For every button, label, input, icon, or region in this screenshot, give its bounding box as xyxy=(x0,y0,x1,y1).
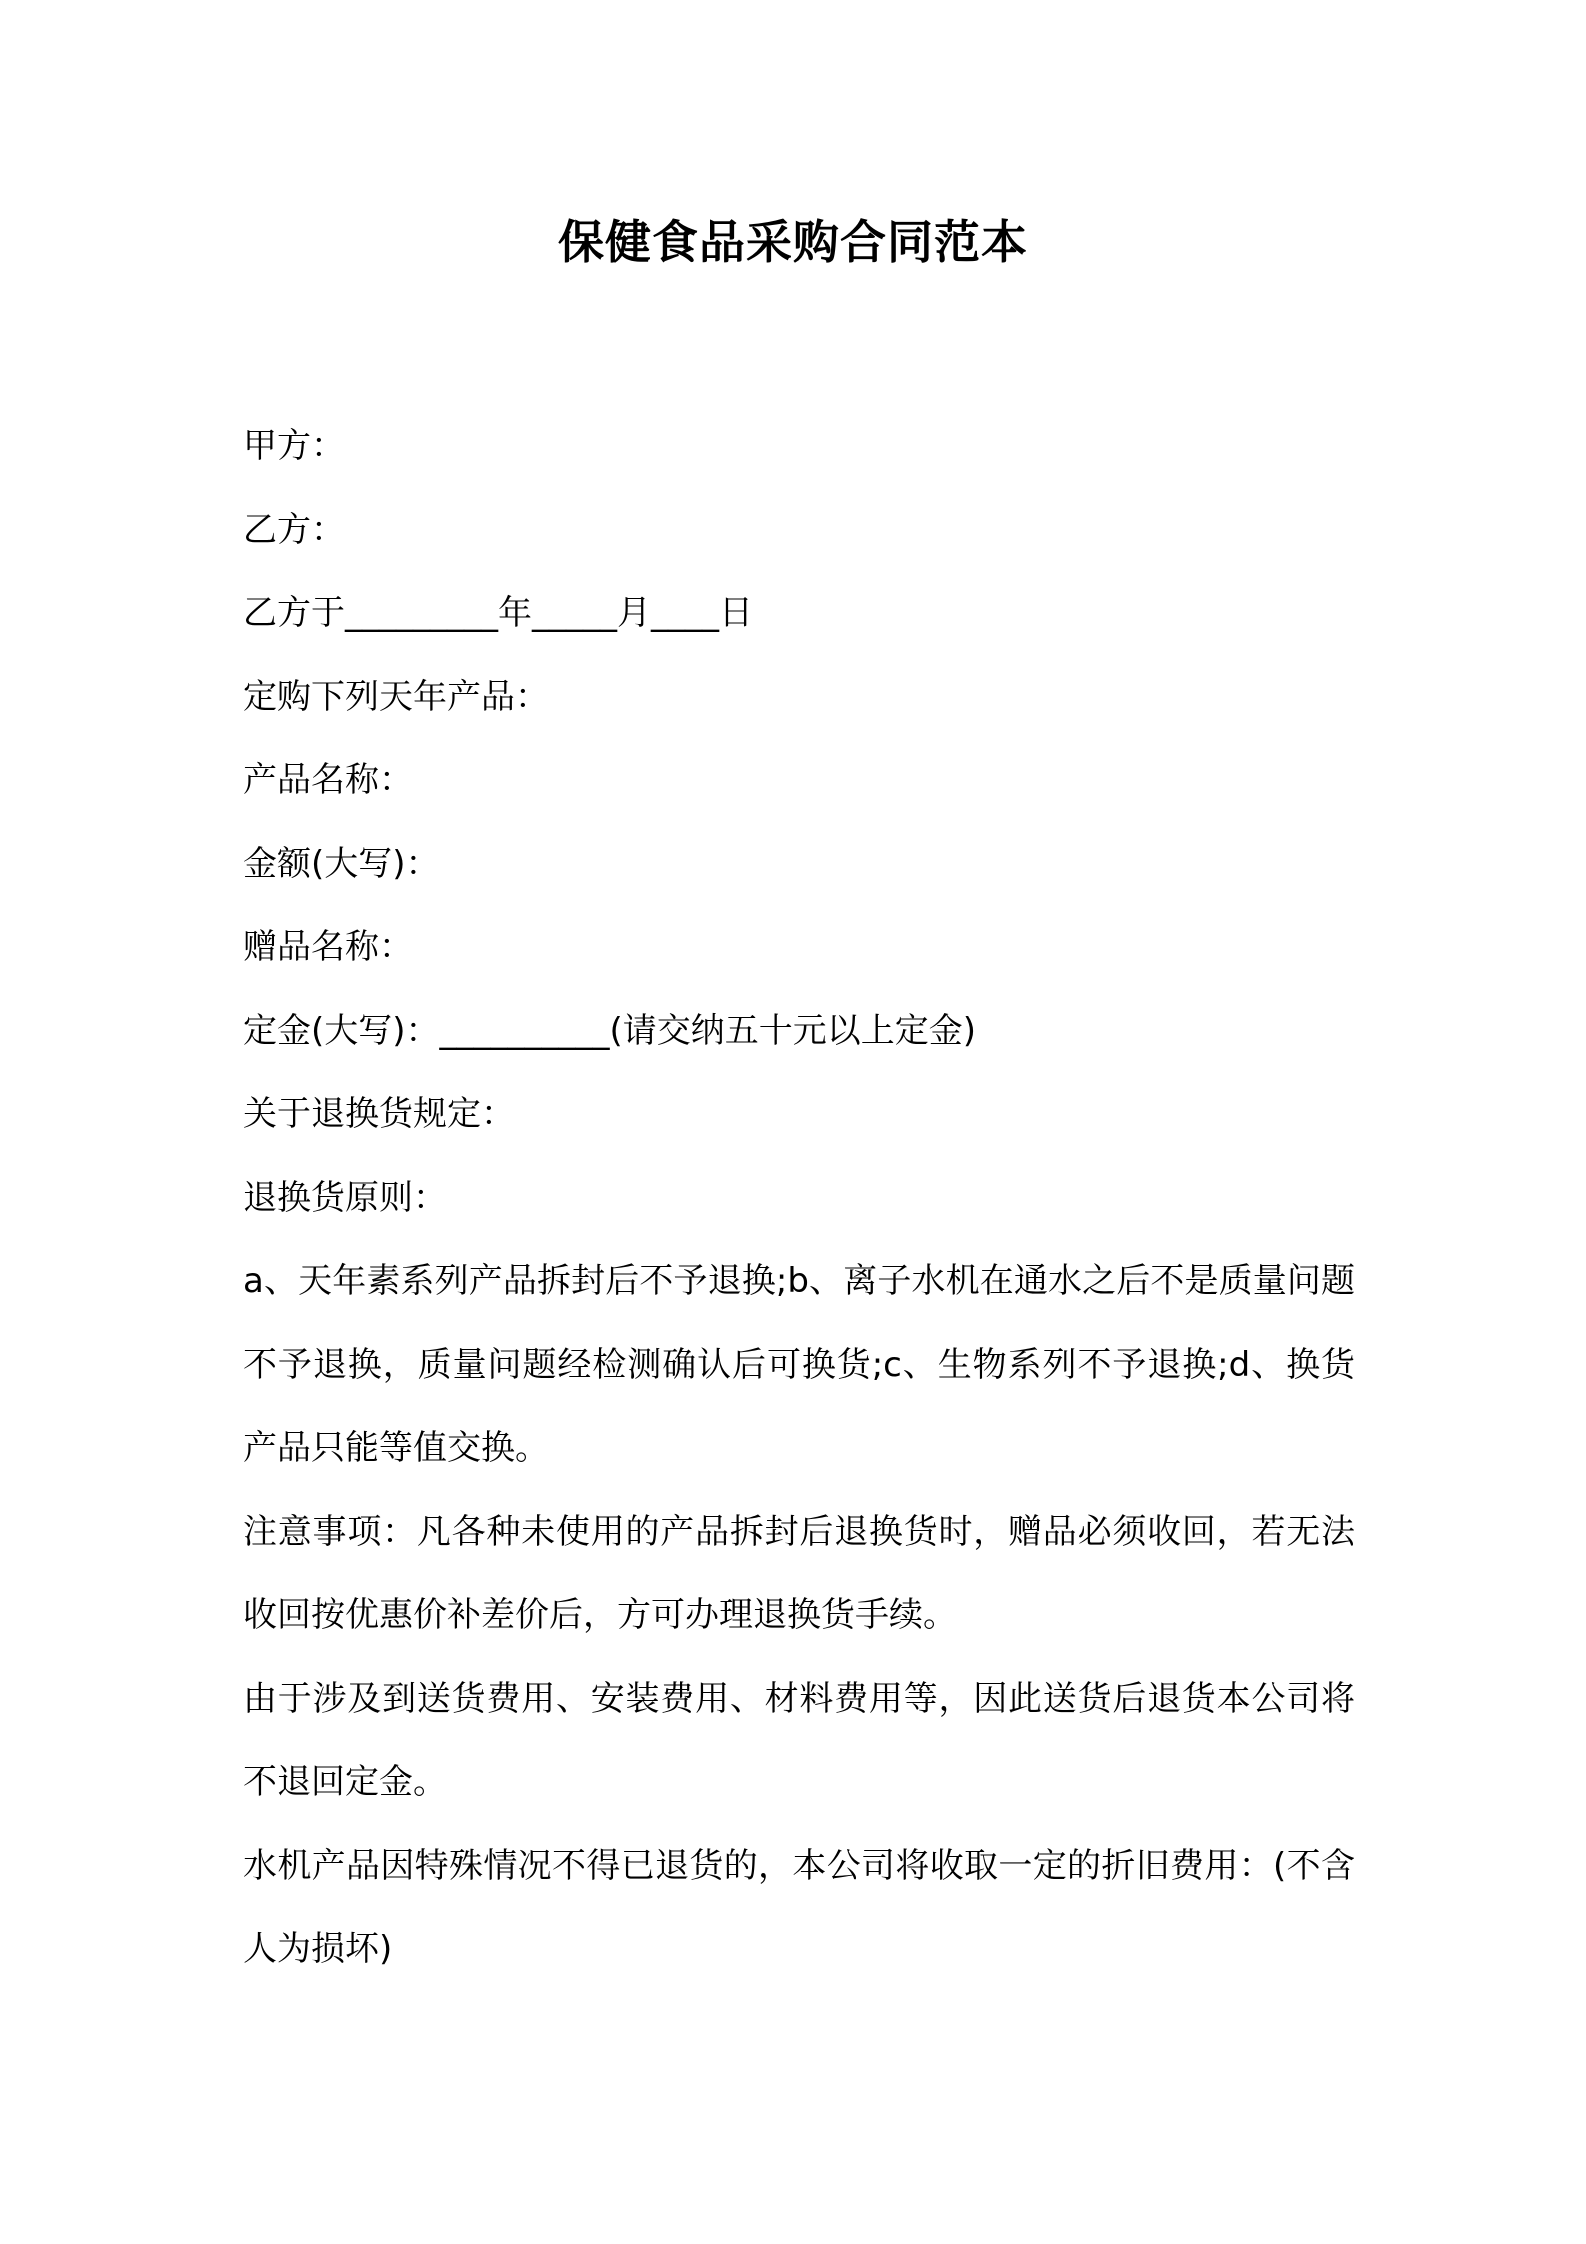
return-principles-paragraph: a、天年素系列产品拆封后不予退换;b、离子水机在通水之后不是质量问题不予退换，质量问题经检测确认后可换货;c、生物系列不予退换;d、换货产品只能等值交换。 xyxy=(243,1261,1355,1468)
order-date-line: 乙方于_________年_____月____日 xyxy=(243,593,753,633)
product-name-line: 产品名称： xyxy=(243,760,413,800)
amount-line: 金额(大写)： xyxy=(243,843,440,884)
order-products-line: 定购下列天年产品： xyxy=(243,676,549,717)
return-principles-heading: 退换货原则： xyxy=(243,1177,447,1218)
deposit-line: 定金(大写)：__________(请交纳五十元以上定金) xyxy=(243,1010,977,1051)
party-a-line: 甲方： xyxy=(243,426,345,466)
document-body xyxy=(243,405,1355,1992)
document-title: 保健食品采购合同范本 xyxy=(558,215,1028,269)
return-policy-heading: 关于退换货规定： xyxy=(243,1094,515,1134)
deposit-refund-paragraph: 由于涉及到送货费用、安装费用、材料费用等，因此送货后退货本公司将不退回定金。 xyxy=(243,1678,1355,1802)
depreciation-paragraph: 水机产品因特殊情况不得已退货的，本公司将收取一定的折旧费用：(不含人为损坏) xyxy=(243,1845,1355,1969)
party-b-line: 乙方： xyxy=(243,509,345,550)
notes-paragraph: 注意事项：凡各种未使用的产品拆封后退换货时，赠品必须收回，若无法收回按优惠价补差价后，方可办理退换货手续。 xyxy=(243,1511,1355,1635)
gift-name-line: 赠品名称： xyxy=(243,927,413,967)
